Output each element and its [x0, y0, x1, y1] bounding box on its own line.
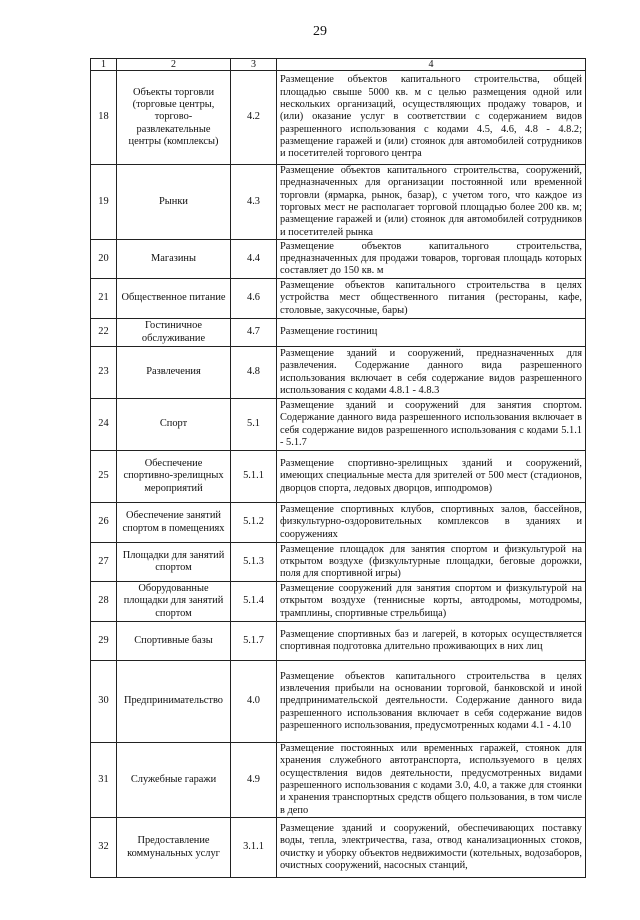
use-code: 5.1.4	[231, 582, 277, 622]
use-code: 4.9	[231, 743, 277, 818]
table-row	[91, 582, 586, 622]
row-number: 24	[91, 399, 117, 451]
row-number: 31	[91, 743, 117, 818]
use-description: Размещение зданий и сооружений для занятия спортом. Содержание данного вида разрешенного использования включает в себя содержание видов разрешенного использования с кодами 5.1.1 - 5.1.7	[277, 399, 586, 451]
use-code: 5.1	[231, 399, 277, 451]
use-description: Размещение зданий и сооружений, предназначенных для развлечения. Содержание данного вида разрешенного использования включает в себя содержание видов разрешенного использования с кодами 4.8.1 - 4.8.3	[277, 347, 586, 399]
table-row	[91, 165, 586, 240]
row-number: 19	[91, 165, 117, 240]
use-code: 4.0	[231, 661, 277, 743]
use-name: Объекты торговли (торговые центры, торгово-развлекательные центры (комплексы)	[117, 71, 231, 165]
use-description: Размещение объектов капитального строительства, сооружений, предназначенных для организации постоянной или временной торговли (ярмарка, рынок, базар), с учетом того, что каждое из торговых мест не располагает торговой площадью более 200 кв. м; размещение гаражей и (или) стоянок для автомобилей сотрудников и посетителей рынка	[277, 165, 586, 240]
use-name: Предоставление коммунальных услуг	[117, 818, 231, 878]
table-row	[91, 279, 586, 319]
use-name: Развлечения	[117, 347, 231, 399]
table-row	[91, 399, 586, 451]
use-description: Размещение спортивных клубов, спортивных залов, бассейнов, физкультурно-оздоровительных комплексов в зданиях и сооружениях	[277, 503, 586, 543]
table-row	[91, 661, 586, 743]
use-code: 5.1.2	[231, 503, 277, 543]
use-description: Размещение зданий и сооружений, обеспечивающих поставку воды, тепла, электричества, газа, отвод канализационных стоков, очистку и уборку объектов недвижимости (котельных, водозаборов, очистных сооружений, насосных станций,	[277, 818, 586, 878]
table-row	[91, 818, 586, 878]
use-code: 4.4	[231, 240, 277, 279]
row-number: 18	[91, 71, 117, 165]
use-code: 4.6	[231, 279, 277, 319]
use-description: Размещение постоянных или временных гаражей, стоянок для хранения служебного автотранспорта, используемого в целях осуществления видов деятельности, предусмотренных видами разрешенного использования с кодами 3.0, 4.0, а также для стоянки и хранения транспортных средств общего пользования, в том числе в депо	[277, 743, 586, 818]
header-col-1: 1	[91, 59, 117, 71]
header-col-3: 3	[231, 59, 277, 71]
row-number: 26	[91, 503, 117, 543]
row-number: 25	[91, 451, 117, 503]
use-description: Размещение спортивно-зрелищных зданий и сооружений, имеющих специальные места для зрителей от 500 мест (стадионов, дворцов спорта, ледовых дворцов, ипподромов)	[277, 451, 586, 503]
use-name: Магазины	[117, 240, 231, 279]
use-description: Размещение объектов капитального строительства в целях устройства мест общественного питания (рестораны, кафе, столовые, закусочные, бары)	[277, 279, 586, 319]
use-name: Спорт	[117, 399, 231, 451]
table-row	[91, 743, 586, 818]
use-description: Размещение объектов капитального строительства в целях извлечения прибыли на основании торговой, банковской и иной предпринимательской деятельности. Содержание данного вида разрешенного использования включает в себя содержание видов разрешенного использования, предусмотренных кодами 4.1 - 4.10	[277, 661, 586, 743]
use-description: Размещение площадок для занятия спортом и физкультурой на открытом воздухе (физкультурные площадки, беговые дорожки, поля для спортивной игры)	[277, 543, 586, 582]
table-row	[91, 451, 586, 503]
use-name: Гостиничное обслуживание	[117, 319, 231, 347]
use-description: Размещение сооружений для занятия спортом и физкультурой на открытом воздухе (теннисные корты, автодромы, мотодромы, трамплины, спортивные стрельбища)	[277, 582, 586, 622]
row-number: 23	[91, 347, 117, 399]
page-number: 29	[313, 24, 327, 39]
use-code: 5.1.1	[231, 451, 277, 503]
table-row	[91, 543, 586, 582]
use-name: Площадки для занятий спортом	[117, 543, 231, 582]
table-row	[91, 71, 586, 165]
use-name: Спортивные базы	[117, 622, 231, 661]
use-description: Размещение объектов капитального строительства, общей площадью свыше 5000 кв. м с целью размещения одной или нескольких организаций, осуществляющих продажу товаров, и (или) оказание услуг в соответствии с содержанием видов разрешенного использования с кодами 4.5, 4.6, 4.8 - 4.8.2; размещение гаражей и (или) стоянок для автомобилей сотрудников и посетителей торгового центра	[277, 71, 586, 165]
row-number: 21	[91, 279, 117, 319]
table-row	[91, 319, 586, 347]
use-code: 4.7	[231, 319, 277, 347]
row-number: 28	[91, 582, 117, 622]
use-description: Размещение гостиниц	[277, 319, 586, 347]
use-code: 4.3	[231, 165, 277, 240]
table-row	[91, 347, 586, 399]
use-name: Обеспечение спортивно-зрелищных мероприятий	[117, 451, 231, 503]
use-name: Обеспечение занятий спортом в помещениях	[117, 503, 231, 543]
table-row	[91, 503, 586, 543]
land-use-table	[90, 58, 586, 878]
row-number: 30	[91, 661, 117, 743]
row-number: 27	[91, 543, 117, 582]
use-code: 5.1.3	[231, 543, 277, 582]
row-number: 20	[91, 240, 117, 279]
use-code: 4.2	[231, 71, 277, 165]
use-name: Общественное питание	[117, 279, 231, 319]
row-number: 29	[91, 622, 117, 661]
use-code: 5.1.7	[231, 622, 277, 661]
use-name: Рынки	[117, 165, 231, 240]
use-name: Предпринимательство	[117, 661, 231, 743]
table-row	[91, 240, 586, 279]
header-col-4: 4	[277, 59, 586, 71]
use-name: Оборудованные площадки для занятий спортом	[117, 582, 231, 622]
row-number: 22	[91, 319, 117, 347]
use-name: Служебные гаражи	[117, 743, 231, 818]
use-code: 4.8	[231, 347, 277, 399]
header-col-2: 2	[117, 59, 231, 71]
header-row	[91, 59, 586, 71]
use-description: Размещение объектов капитального строительства, предназначенных для продажи товаров, торговая площадь которых составляет до 150 кв. м	[277, 240, 586, 279]
use-description: Размещение спортивных баз и лагерей, в которых осуществляется спортивная подготовка длительно проживающих в них лиц	[277, 622, 586, 661]
use-code: 3.1.1	[231, 818, 277, 878]
table-row	[91, 622, 586, 661]
row-number: 32	[91, 818, 117, 878]
